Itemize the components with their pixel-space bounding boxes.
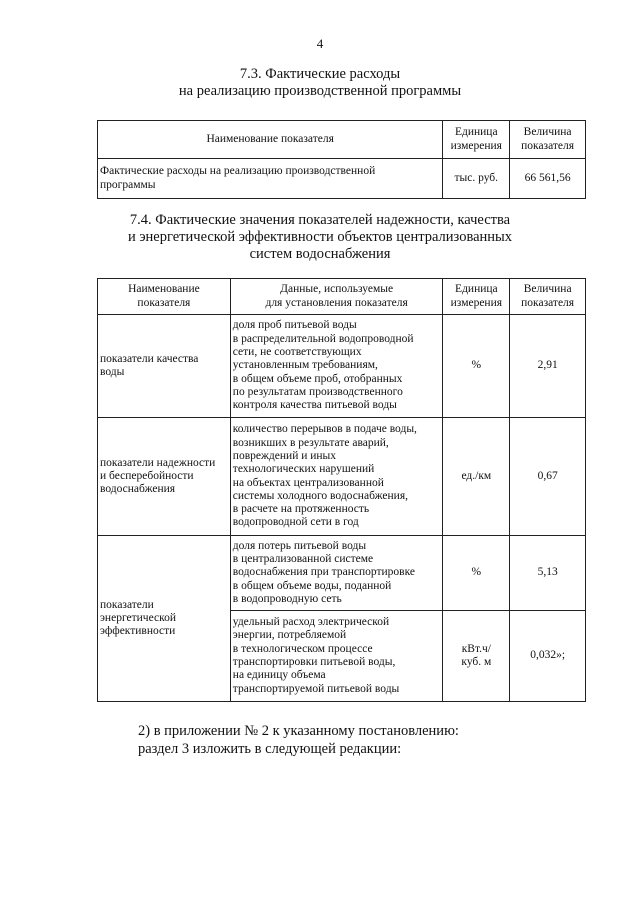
cell-text: транспортировки питьевой воды, <box>232 656 396 668</box>
header-unit <box>443 279 510 315</box>
cell-text: и бесперебойности <box>100 469 194 482</box>
header-text: показателя <box>137 296 191 309</box>
cell-text: удельный расход электрической <box>232 616 390 629</box>
cell-text: в расчете на протяженность <box>232 503 370 516</box>
closing-line: 2) в приложении № 2 к указанному постановлению: <box>138 723 459 739</box>
cell-text: показатели качества <box>100 352 199 365</box>
cell-text: показатели надежности <box>100 456 216 469</box>
indicators-table <box>97 278 586 702</box>
cell-text: в общем объеме проб, отобранных <box>232 372 403 385</box>
header-name: Наименование показателя <box>98 121 443 159</box>
section-7-4-title-line: систем водоснабжения <box>249 246 391 262</box>
cell-text: куб. м <box>461 656 492 668</box>
cell-text: Фактические расходы на реализацию производственной <box>100 165 376 178</box>
cell-text: кВт.ч/ <box>461 642 491 655</box>
page-number: 4 <box>316 36 324 51</box>
header-name <box>98 279 231 315</box>
header-text: измерения <box>450 296 503 309</box>
row-unit: % <box>443 536 510 611</box>
row-value: 0,032»; <box>510 611 586 702</box>
cell-text: в централизованной системе <box>232 553 374 566</box>
cell-text: водоснабжения при транспортировке <box>232 566 415 579</box>
row-value: 66 561,56 <box>510 159 586 199</box>
row-data <box>230 611 443 702</box>
cell-text: водоснабжения <box>100 483 176 496</box>
row-unit <box>443 611 510 702</box>
cell-text: в общем объеме воды, поданной <box>232 579 392 592</box>
cell-text: по результатам производственного <box>232 385 403 398</box>
row-unit: % <box>443 315 510 418</box>
row-value: 0,67 <box>510 418 586 536</box>
cell-text: эффективности <box>100 625 176 638</box>
cell-text: установленным требованиям, <box>232 359 378 372</box>
header-text: Единица <box>455 283 498 296</box>
row-name <box>98 536 231 702</box>
cell-text: технологических нарушений <box>232 463 375 476</box>
row-data <box>230 315 443 418</box>
row-name <box>98 159 443 199</box>
row-unit: ед./км <box>443 418 510 536</box>
section-7-3-title-line: 7.3. Фактические расходы <box>239 66 401 82</box>
cell-text: доля проб питьевой воды <box>232 319 357 332</box>
row-unit: тыс. руб. <box>443 159 510 199</box>
cell-text: водопроводной сети в год <box>232 516 359 529</box>
cell-text: возникших в результате аварий, <box>232 436 389 449</box>
row-name <box>98 315 231 418</box>
cell-text: доля потерь питьевой воды <box>232 539 367 552</box>
header-text: показателя <box>521 296 575 309</box>
header-text: измерения <box>450 139 502 152</box>
header-text: Данные, используемые <box>280 283 394 296</box>
header-text: показателя <box>521 139 575 152</box>
row-value: 2,91 <box>510 315 586 418</box>
header-text: Единица <box>454 126 498 139</box>
header-value <box>510 121 586 159</box>
cell-text: на объектах централизованной <box>232 476 384 489</box>
cell-text: в распределительной водопроводной <box>232 332 414 345</box>
cell-text: на единицу объема <box>232 669 326 682</box>
header-value <box>510 279 586 315</box>
row-value: 5,13 <box>510 536 586 611</box>
table-row <box>98 159 586 199</box>
header-text: Наименование <box>128 283 200 296</box>
cell-text: сети, не соответствующих <box>232 346 362 359</box>
section-7-3-title <box>0 66 640 100</box>
closing-paragraph <box>138 722 459 758</box>
table-row <box>98 536 586 611</box>
row-data <box>230 418 443 536</box>
table-header-row <box>98 279 586 315</box>
header-text: для установления показателя <box>265 296 408 309</box>
cell-text: системы холодного водоснабжения, <box>232 489 409 502</box>
section-7-4-title-line: 7.4. Фактические значения показателей надежности, качества <box>129 212 511 228</box>
cell-text: энергетической <box>100 611 176 624</box>
row-data <box>230 536 443 611</box>
row-name <box>98 418 231 536</box>
cell-text: контроля качества питьевой воды <box>232 399 397 412</box>
cell-text: программы <box>100 178 156 191</box>
cell-text: в технологическом процессе <box>232 642 373 655</box>
table-row <box>98 418 586 536</box>
section-7-4-title-line: и энергетической эффективности объектов централизованных <box>127 229 513 245</box>
header-unit <box>443 121 510 159</box>
cell-text: в водопроводную сеть <box>232 592 342 605</box>
header-data <box>230 279 443 315</box>
cell-text: показатели <box>100 598 154 611</box>
table-header-row <box>98 121 586 159</box>
cell-text: повреждений и иных <box>232 449 337 462</box>
cell-text: транспортируемой питьевой воды <box>232 682 400 695</box>
cell-text: количество перерывов в подаче воды, <box>232 423 417 436</box>
closing-line: раздел 3 изложить в следующей редакции: <box>138 741 402 757</box>
header-text: Величина <box>523 126 572 139</box>
table-row <box>98 315 586 418</box>
expenses-table <box>97 120 586 199</box>
cell-text: энергии, потребляемой <box>232 629 347 642</box>
section-7-4-title <box>0 212 640 263</box>
cell-text: воды <box>100 366 125 378</box>
header-text: Величина <box>523 283 572 296</box>
section-7-3-title-line: на реализацию производственной программы <box>178 83 462 99</box>
